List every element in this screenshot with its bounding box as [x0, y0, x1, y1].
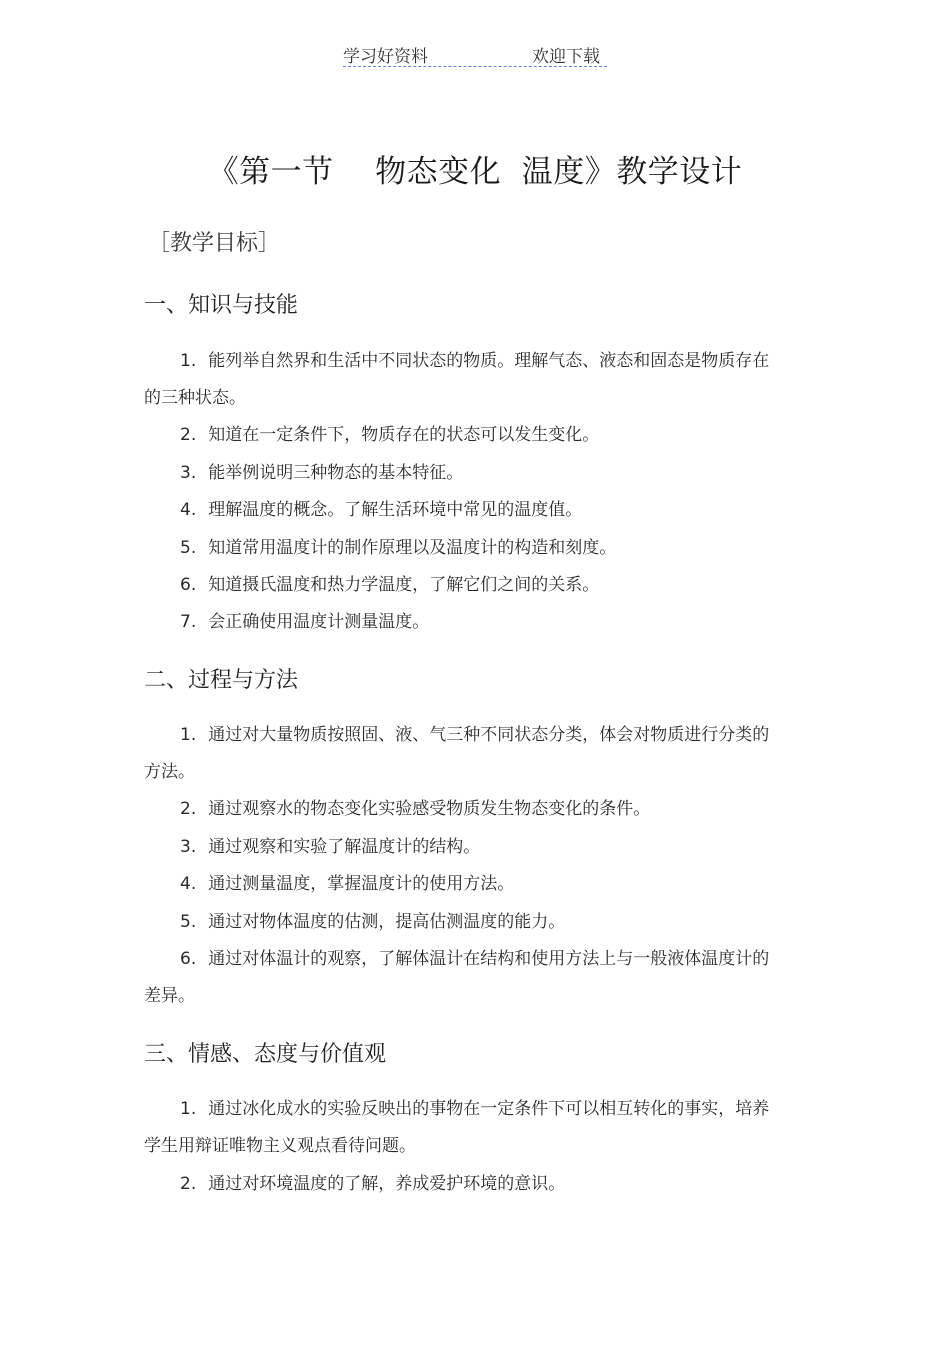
item-number: 2. — [180, 1174, 197, 1194]
item-number: 5. — [180, 912, 197, 932]
list-item — [144, 791, 770, 828]
item-text: 通过观察水的物态变化实验感受物质发生物态变化的条件。 — [208, 799, 651, 819]
document-title: 《第一节 物态变化 温度》教学设计 — [207, 154, 743, 190]
list-item — [144, 604, 770, 641]
list-item — [144, 866, 770, 903]
list-item — [144, 343, 770, 417]
item-text: 通过观察和实验了解温度计的结构。 — [208, 837, 481, 857]
item-text: 能列举自然界和生活中不同状态的物质。理解气态、液态和固态是物质存在的三种状态。 — [144, 351, 770, 408]
item-number: 4. — [180, 500, 197, 520]
section-heading-knowledge-skills: 一、知识与技能 — [144, 293, 299, 318]
item-number: 6. — [180, 949, 197, 969]
list-item — [144, 717, 770, 791]
list-item — [144, 941, 770, 1015]
item-text: 通过对大量物质按照固、液、气三种不同状态分类，体会对物质进行分类的方法。 — [144, 725, 770, 782]
list-item — [144, 417, 770, 454]
list-item — [144, 455, 770, 492]
item-text: 通过对物体温度的估测，提高估测温度的能力。 — [208, 912, 566, 932]
item-number: 3. — [180, 463, 197, 483]
item-text: 会正确使用温度计测量温度。 — [208, 612, 430, 632]
item-number: 1. — [180, 725, 197, 745]
item-number: 5. — [180, 538, 197, 558]
item-number: 1. — [180, 1099, 197, 1119]
list-item — [144, 567, 770, 604]
item-number: 7. — [180, 612, 197, 632]
item-text: 通过对体温计的观察，了解体温计在结构和使用方法上与一般液体温度计的差异。 — [144, 949, 770, 1006]
item-text: 知道摄氏温度和热力学温度，了解它们之间的关系。 — [208, 575, 600, 595]
page-banner — [343, 40, 607, 67]
item-text: 通过对环境温度的了解，养成爱护环境的意识。 — [208, 1174, 566, 1194]
section-heading-attitudes-values: 三、情感、态度与价值观 — [144, 1042, 387, 1067]
list-item — [144, 829, 770, 866]
list-item — [144, 1166, 770, 1203]
item-number: 6. — [180, 575, 197, 595]
item-text: 通过冰化成水的实验反映出的事物在一定条件下可以相互转化的事实，培养学生用辩证唯物主义观点看待问题。 — [144, 1099, 770, 1156]
list-item — [144, 904, 770, 941]
list-item — [144, 530, 770, 567]
banner-right-text: 欢迎下载 — [532, 47, 600, 67]
item-number: 2. — [180, 799, 197, 819]
list-item — [144, 1091, 770, 1165]
item-text: 能举例说明三种物态的基本特征。 — [208, 463, 464, 483]
item-number: 2. — [180, 425, 197, 445]
banner-left-text: 学习好资料 — [343, 47, 428, 67]
item-number: 3. — [180, 837, 197, 857]
item-number: 4. — [180, 874, 197, 894]
item-text: 理解温度的概念。了解生活环境中常见的温度值。 — [208, 500, 583, 520]
teaching-objectives-label: ［教学目标］ — [148, 231, 281, 256]
section-heading-process-methods: 二、过程与方法 — [144, 668, 299, 693]
item-text: 知道在一定条件下，物质存在的状态可以发生变化。 — [208, 425, 600, 445]
item-text: 知道常用温度计的制作原理以及温度计的构造和刻度。 — [208, 538, 617, 558]
item-number: 1. — [180, 351, 197, 371]
list-item — [144, 492, 770, 529]
item-text: 通过测量温度，掌握温度计的使用方法。 — [208, 874, 515, 894]
